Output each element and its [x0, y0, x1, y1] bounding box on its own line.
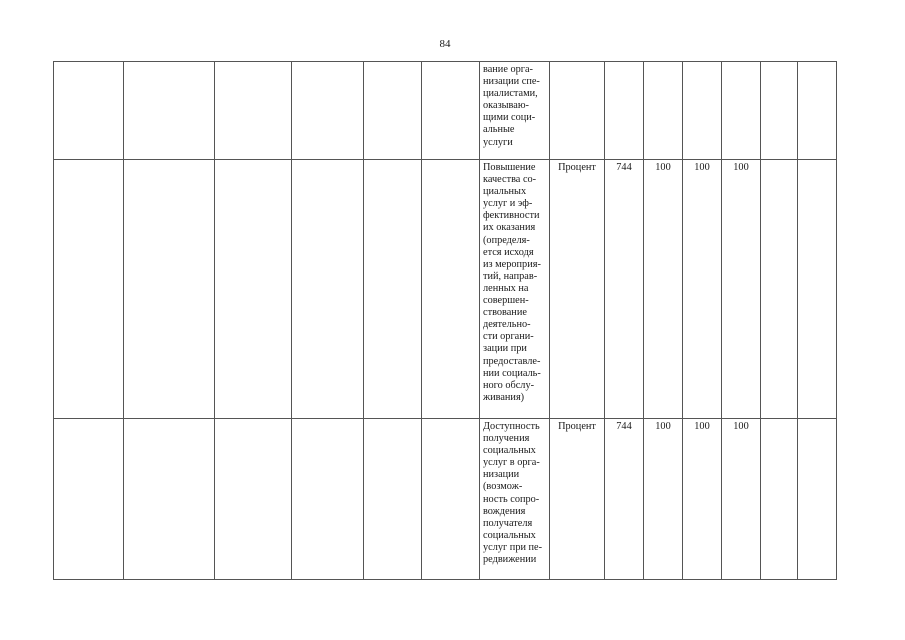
empty-cell: [422, 62, 480, 160]
page-number: 84: [439, 38, 451, 50]
description-line: сти органи-: [483, 331, 534, 343]
description-line: зации при: [483, 343, 527, 355]
value-cell: 100: [683, 160, 722, 419]
description-line: ется исходя: [483, 246, 534, 258]
description-line: циальных: [483, 186, 527, 198]
description-line: циалистами,: [483, 88, 538, 100]
description-line: оказываю-: [483, 100, 529, 112]
empty-cell: [422, 160, 480, 419]
okei-code-cell: 744: [605, 419, 644, 580]
description-line: деятельно-: [483, 319, 531, 331]
unit-cell: [550, 62, 605, 160]
indicator-description: [480, 62, 550, 160]
description-line: Повышение: [483, 162, 536, 173]
empty-cell: [761, 160, 798, 419]
empty-cell: [54, 419, 124, 580]
description-line: вождения: [483, 505, 526, 517]
unit-cell: Процент: [550, 419, 605, 580]
description-line: ленных на: [483, 282, 529, 294]
unit-cell: Процент: [550, 160, 605, 419]
indicator-description: [480, 419, 550, 580]
description-line: услуг в орга-: [483, 457, 540, 469]
value-cell: 100: [722, 419, 761, 580]
empty-cell: [364, 62, 422, 160]
description-line: (определя-: [483, 234, 530, 246]
value-cell: 100: [683, 419, 722, 580]
empty-cell: [215, 419, 292, 580]
description-line: предоставле-: [483, 355, 541, 367]
description-line: альные: [483, 124, 515, 136]
description-line: услуг и эф-: [483, 198, 533, 210]
description-line: услуги: [483, 136, 513, 148]
description-line: живания): [483, 391, 525, 403]
description-line: их оказания: [483, 222, 536, 234]
empty-cell: [124, 419, 215, 580]
indicator-description: [480, 160, 550, 419]
description-line: ствование: [483, 307, 527, 319]
description-line: совершен-: [483, 295, 529, 307]
empty-cell: [364, 419, 422, 580]
empty-cell: [215, 160, 292, 419]
description-line: качества со-: [483, 174, 537, 186]
description-line: (возмож-: [483, 481, 523, 493]
empty-cell: [364, 160, 422, 419]
description-line: нии социаль-: [483, 367, 541, 379]
table-body: [54, 62, 837, 580]
value-cell: 100: [644, 160, 683, 419]
empty-cell: [798, 160, 837, 419]
empty-cell: [54, 62, 124, 160]
empty-cell: [124, 160, 215, 419]
empty-cell: [215, 62, 292, 160]
value-cell: [683, 62, 722, 160]
description-line: услуг при пе-: [483, 541, 543, 553]
description-line: тий, направ-: [483, 270, 538, 282]
description-line: ность сопро-: [483, 493, 540, 505]
description-line: щими соци-: [483, 112, 536, 124]
description-line: редвижении: [483, 554, 537, 566]
empty-cell: [798, 62, 837, 160]
okei-code-cell: 744: [605, 160, 644, 419]
description-line: ного обслу-: [483, 379, 535, 391]
empty-cell: [292, 160, 364, 419]
description-line: получателя: [483, 517, 533, 529]
empty-cell: [422, 419, 480, 580]
value-cell: 100: [644, 419, 683, 580]
value-cell: [644, 62, 683, 160]
table-row: [54, 419, 837, 580]
empty-cell: [292, 62, 364, 160]
description-line: Доступность: [483, 421, 540, 432]
description-line: социальных: [483, 445, 536, 457]
description-line: получения: [483, 433, 530, 445]
okei-code-cell: [605, 62, 644, 160]
description-line: из мероприя-: [483, 258, 541, 270]
table-row: [54, 62, 837, 160]
description-line: социальных: [483, 529, 536, 541]
description-line: фективности: [483, 210, 540, 222]
empty-cell: [292, 419, 364, 580]
empty-cell: [54, 160, 124, 419]
empty-cell: [798, 419, 837, 580]
table-row: [54, 160, 837, 419]
empty-cell: [761, 62, 798, 160]
description-line: вание орга-: [483, 64, 533, 75]
value-cell: 100: [722, 160, 761, 419]
indicators-table: [53, 61, 837, 580]
value-cell: [722, 62, 761, 160]
description-line: низации спе-: [483, 76, 540, 88]
description-line: низации: [483, 469, 520, 481]
empty-cell: [124, 62, 215, 160]
empty-cell: [761, 419, 798, 580]
